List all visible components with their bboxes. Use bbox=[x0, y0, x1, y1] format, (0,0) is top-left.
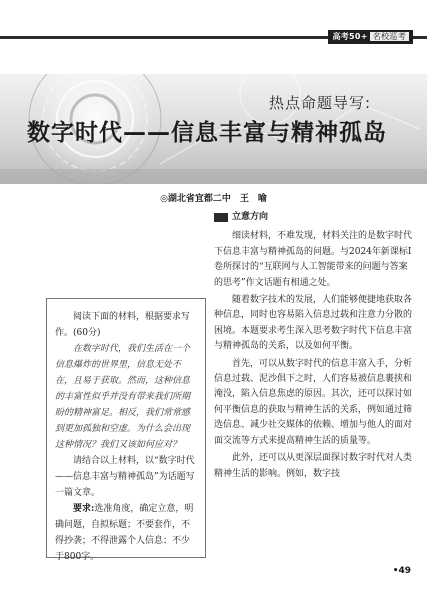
section-heading bbox=[214, 210, 414, 225]
section-title: 立意方向 bbox=[232, 212, 269, 222]
analysis-paragraph: 随着数字技术的发展，人们能够便捷地获取各种信息，同时也容易陷入信息过载和注意力分散的困境。本题要求考生深入思考数字时代下信息丰富与精神孤岛的关系，以及如何平衡。 bbox=[214, 295, 413, 352]
analysis-paragraph: 首先，可以从数字时代的信息丰富入手，分析信息过载、泥沙俱下之时，人们容易被信息裹挟和淹没，陷入信息焦虑的原因。其次，还可以探讨如何平衡信息的获取与精神生活的关系，例如通过筛选信息、减少社交媒体的依赖、增加与他人的面对面交流等方式来提高精神生活的质量等。 bbox=[214, 358, 413, 446]
article-title: 数字时代——信息丰富与精神孤岛 bbox=[27, 120, 387, 146]
requirement-label: 要求: bbox=[73, 504, 95, 514]
author-line: ◎湖北省宜都二中 王 喻 bbox=[160, 194, 267, 204]
article-subtitle: 热点命题导写: bbox=[268, 94, 371, 112]
analysis-column bbox=[214, 210, 414, 484]
analysis-paragraph: 细读材料，不难发现，材料关注的是数字时代下信息丰富与精神孤岛的问题。与2024年新课标Ⅰ卷所探讨的“互联网与人工智能带来的问题与答案的思考”作文话题有相通之处。 bbox=[214, 231, 413, 288]
column-tag bbox=[328, 30, 413, 44]
column-tag-main: 高考50+ bbox=[332, 32, 368, 41]
section-marker-icon bbox=[214, 213, 228, 222]
page-number: •49 bbox=[392, 566, 411, 576]
requirement-text: 选准角度，确定立意，明确问题，自拟标题；不要套作，不得抄袭；不得泄露个人信息；不少于800字。 bbox=[55, 504, 194, 562]
analysis-paragraph: 此外，还可以从更深层面探讨数字时代对人类精神生活的影响。例如，数字技 bbox=[214, 453, 413, 479]
prompt-task: 请结合以上材料，以“数字时代——信息丰富与精神孤岛”为话题写一篇文章。 bbox=[55, 456, 195, 498]
writing-prompt-box bbox=[46, 298, 206, 562]
prompt-instruction: 阅读下面的材料，根据要求写作。(60分) bbox=[55, 312, 191, 338]
prompt-requirements bbox=[55, 501, 197, 565]
prompt-material: 在数字时代，我们生活在一个信息爆炸的世界里，信息无处不在，且易于获取。然而，这种信息的丰富性似乎并没有带来我们所期盼的精神富足。相反，我们常常感到更加孤独和空虚。为什么会出现这种情况？我们又该如何应对？ bbox=[55, 344, 191, 450]
column-tag-sub: 名校巡考 bbox=[370, 32, 409, 41]
